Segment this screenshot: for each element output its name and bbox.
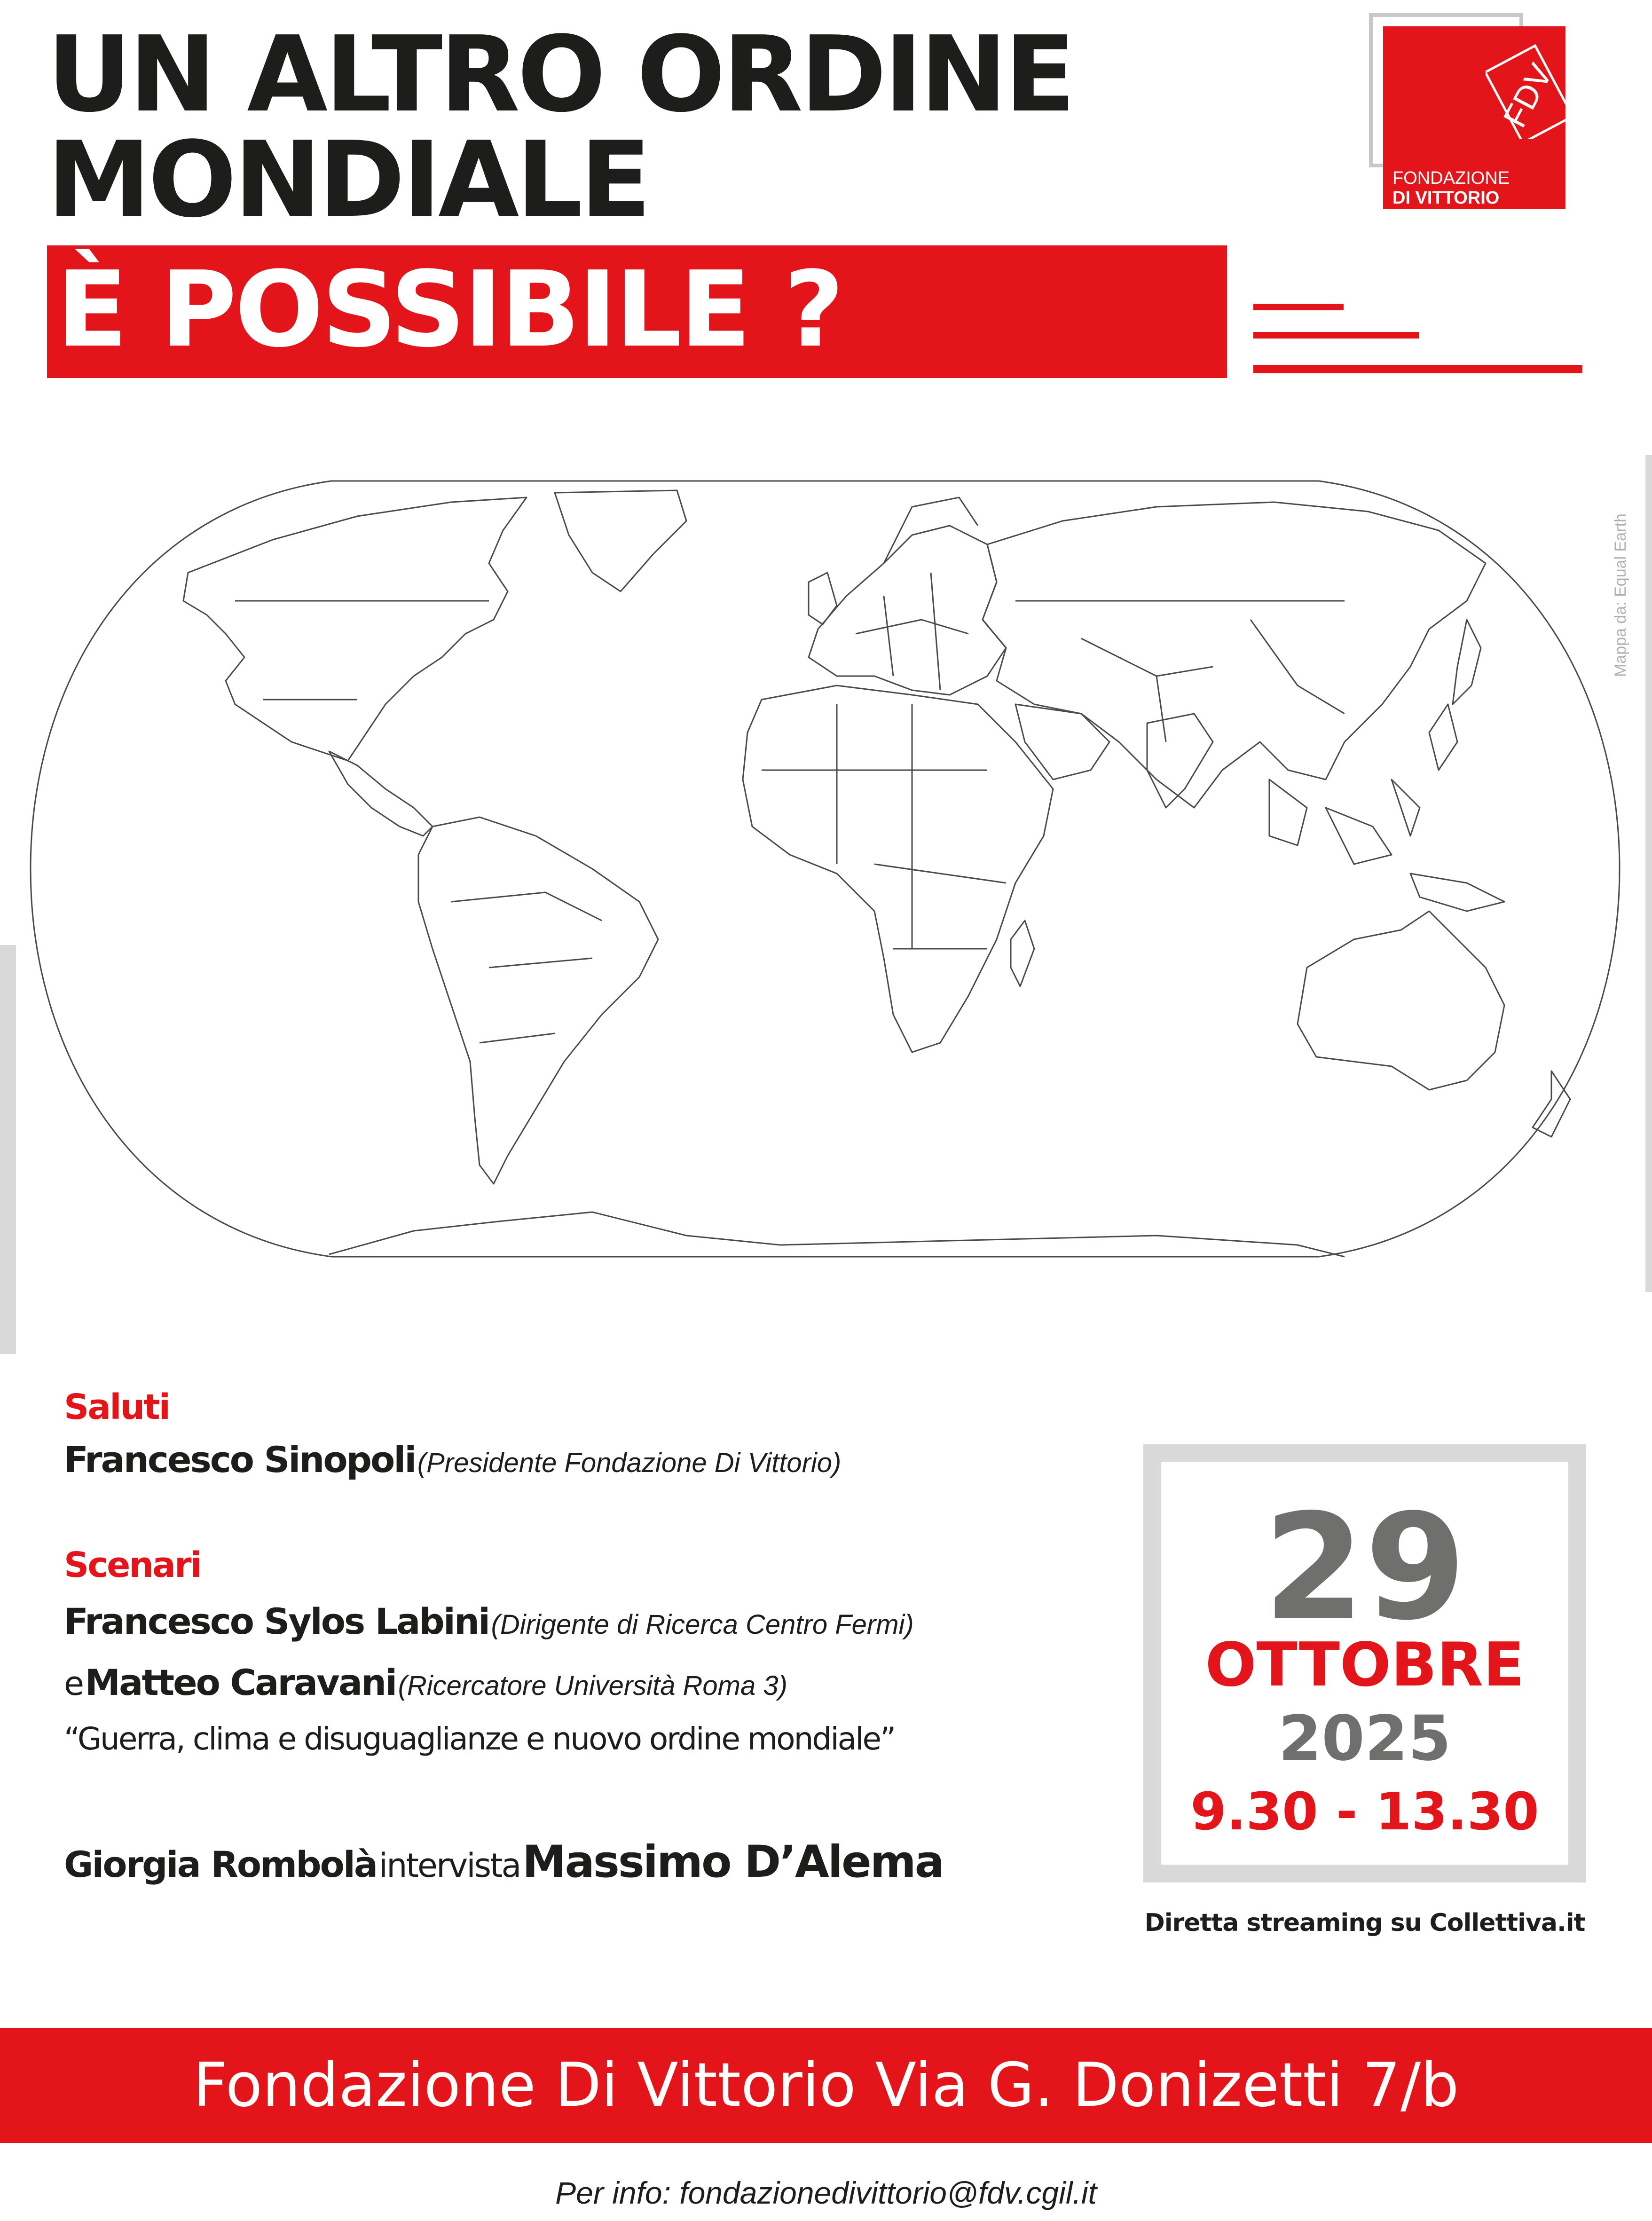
interview-line [64,1836,943,1888]
scenarios-line-1 [64,1600,914,1642]
region-south-america-borders [451,892,602,1043]
island-madagascar [1011,921,1034,986]
title-line-1: UN ALTRO ORDINE [47,14,1073,135]
continent-south-america [418,817,658,1184]
continent-antarctica [329,1212,1345,1257]
world-map [28,479,1622,1259]
speaker-sinopoli: Francesco Sinopoli [64,1439,416,1481]
island-uk [809,573,837,624]
section-heading-greetings: Saluti [64,1387,170,1427]
island-japan [1453,620,1481,704]
event-time: 9.30 - 13.30 [1190,1781,1539,1842]
venue-address: Fondazione Di Vittorio Via G. Donizetti 7/b [193,2050,1459,2120]
logo-text-name: DI VITTORIO [1392,188,1500,208]
speaker-caravani: Matteo Caravani [85,1662,396,1703]
continent-africa [743,685,1053,1052]
logo-badge-icon [1486,26,1565,139]
greetings-line [64,1439,841,1481]
interview-verb: intervista [378,1846,520,1885]
continent-asia [983,502,1486,808]
decorative-line-2 [1253,332,1419,339]
talk-title: “Guerra, clima e disuguaglianze e nuovo ordine mondiale” [64,1721,895,1757]
island-greenland [555,490,686,591]
island-new-zealand [1533,1071,1570,1137]
decorative-line-1 [1253,304,1344,310]
region-central-america [329,751,433,836]
continent-europe [809,526,1006,695]
contact-info: Per info: fondazionedivittorio@fdv.cgil.it [555,2175,1097,2210]
region-india [1147,714,1213,808]
role-sinopoli: (Presidente Fondazione Di Vittorio) [417,1448,842,1478]
region-southeast-asia [1269,704,1504,911]
region-africa-borders [762,704,1006,949]
side-decoration-right [1645,455,1652,1292]
role-caravani: (Ricercatore Università Roma 3) [398,1670,787,1701]
event-year: 2025 [1278,1702,1451,1775]
logo-badge-text: FDV [1496,58,1560,134]
conjunction: e [64,1664,83,1703]
interviewer-rombola: Giorgia Rombolà [64,1843,377,1885]
region-asia-borders [1015,601,1345,742]
scenarios-line-2 [64,1662,787,1703]
event-month: OTTOBRE [1205,1630,1525,1700]
region-arabia [1015,704,1109,780]
title-line-3: È POSSIBILE ? [56,249,842,370]
region-europe-borders [856,573,968,690]
decorative-line-3 [1253,365,1582,373]
guest-dalema: Massimo D’Alema [522,1836,944,1888]
event-day: 29 [1263,1483,1466,1653]
map-credit-text: Mappa da: Equal Earth [1612,513,1629,677]
continent-north-america [183,497,527,761]
title-line-2: MONDIALE [47,119,649,241]
role-sylos-labini: (Dirigente di Ricerca Centro Fermi) [491,1609,914,1640]
side-decoration-left [0,945,16,1354]
speaker-sylos-labini: Francesco Sylos Labini [64,1600,489,1642]
section-heading-scenarios: Scenari [64,1545,201,1585]
logo-text-foundation: FONDAZIONE [1392,168,1510,188]
streaming-info: Diretta streaming su Collettiva.it [1144,1909,1585,1937]
continent-australia [1298,911,1504,1090]
